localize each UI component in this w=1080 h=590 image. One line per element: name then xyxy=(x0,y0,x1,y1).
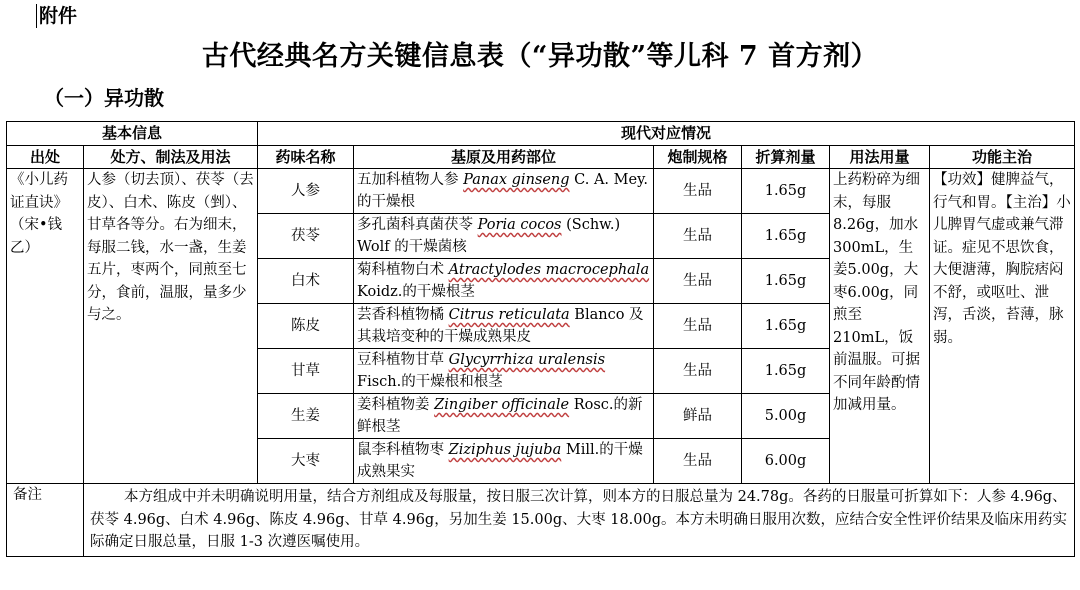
drug-origin: 五加科植物人参 Panax ginseng C. A. Mey.的干燥根 xyxy=(354,169,654,214)
group-header-modern: 现代对应情况 xyxy=(258,122,1075,146)
drug-name: 人参 xyxy=(258,169,354,214)
drug-spec: 生品 xyxy=(654,259,742,304)
drug-spec: 生品 xyxy=(654,169,742,214)
drug-dose: 1.65g xyxy=(742,304,830,349)
section-heading: （一）异功散 xyxy=(44,86,164,110)
col-header-function: 功能主治 xyxy=(930,145,1075,169)
source-cell: 《小儿药证直诀》（宋•钱乙） xyxy=(7,169,84,484)
drug-name: 白术 xyxy=(258,259,354,304)
col-header-drug-name: 药味名称 xyxy=(258,145,354,169)
col-header-prescription: 处方、制法及用法 xyxy=(84,145,258,169)
drug-name: 茯苓 xyxy=(258,214,354,259)
drug-spec: 生品 xyxy=(654,214,742,259)
drug-name: 陈皮 xyxy=(258,304,354,349)
drug-origin: 多孔菌科真菌茯苓 Poria cocos (Schw.) Wolf 的干燥菌核 xyxy=(354,214,654,259)
col-header-usage: 用法用量 xyxy=(830,145,930,169)
latin-name: Atractylodes macrocephala xyxy=(448,262,650,278)
prescription-cell: 人参（切去顶）、茯苓（去皮）、白术、陈皮（剉）、甘草各等分。右为细末，每服二钱，水一盏，生姜五片，枣两个，同煎至七分，食前，温服，量多少与之。 xyxy=(84,169,258,484)
note-content: 本方组成中并未明确说明用量，结合方剂组成及每服量，按日服三次计算，则本方的日服总量为 24.78g。各药的日服量可折算如下：人参 4.96g、茯苓 4.96g、白术 4.96g、陈皮 4.96g、甘草 4.96g，另加生姜 15.00g、大枣 18.00g。本方未明确日服用次数，应结合安全性评价结果及临床用药实际确定日服总量，日服 1-3 次遵医嘱使用。 xyxy=(90,489,1068,550)
drug-spec: 生品 xyxy=(654,349,742,394)
latin-name: Poria cocos xyxy=(477,217,562,233)
col-header-origin: 基原及用药部位 xyxy=(354,145,654,169)
drug-origin: 菊科植物白术 Atractylodes macrocephala Koidz.的干燥根茎 xyxy=(354,259,654,304)
latin-name: Citrus reticulata xyxy=(448,307,570,323)
function-cell: 【功效】健脾益气，行气和胃。【主治】小儿脾胃气虚或兼气滞证。症见不思饮食，大便溏薄，胸脘痞闷不舒，或呕吐、泄泻，舌淡，苔薄，脉弱。 xyxy=(930,169,1075,484)
drug-origin: 豆科植物甘草 Glycyrrhiza uralensis Fisch.的干燥根和根茎 xyxy=(354,349,654,394)
drug-origin: 姜科植物姜 Zingiber officinale Rosc.的新鲜根茎 xyxy=(354,394,654,439)
drug-origin: 芸香科植物橘 Citrus reticulata Blanco 及其栽培变种的干燥成熟果皮 xyxy=(354,304,654,349)
drug-dose: 1.65g xyxy=(742,259,830,304)
col-header-source: 出处 xyxy=(7,145,84,169)
latin-name: Panax ginseng xyxy=(463,172,570,188)
table-row xyxy=(7,169,1075,214)
usage-cell: 上药粉碎为细末，每服8.26g，加水300mL，生姜5.00g，大枣6.00g，同煎至 210mL，饭前温服。可据不同年龄酌情加减用量。 xyxy=(830,169,930,484)
drug-spec: 鲜品 xyxy=(654,394,742,439)
group-header-basic: 基本信息 xyxy=(7,122,258,146)
latin-name: Glycyrrhiza uralensis xyxy=(448,352,606,368)
document-title: 古代经典名方关键信息表（“异功散”等儿科 7 首方剂） xyxy=(201,41,879,72)
note-row xyxy=(7,484,1075,557)
drug-dose: 1.65g xyxy=(742,169,830,214)
latin-name: Ziziphus jujuba xyxy=(448,442,562,458)
col-header-dose: 折算剂量 xyxy=(742,145,830,169)
latin-name: Zingiber officinale xyxy=(434,397,570,413)
col-header-processing-spec: 炮制规格 xyxy=(654,145,742,169)
drug-name: 大枣 xyxy=(258,439,354,484)
note-text xyxy=(84,484,1075,557)
drug-dose: 1.65g xyxy=(742,214,830,259)
formula-info-table xyxy=(6,121,1075,557)
drug-origin: 鼠李科植物枣 Ziziphus jujuba Mill.的干燥成熟果实 xyxy=(354,439,654,484)
attachment-label: 附件 xyxy=(36,4,77,28)
drug-spec: 生品 xyxy=(654,439,742,484)
note-label: 备注 xyxy=(7,484,84,557)
drug-dose: 1.65g xyxy=(742,349,830,394)
drug-spec: 生品 xyxy=(654,304,742,349)
drug-dose: 6.00g xyxy=(742,439,830,484)
drug-name: 甘草 xyxy=(258,349,354,394)
drug-dose: 5.00g xyxy=(742,394,830,439)
drug-name: 生姜 xyxy=(258,394,354,439)
